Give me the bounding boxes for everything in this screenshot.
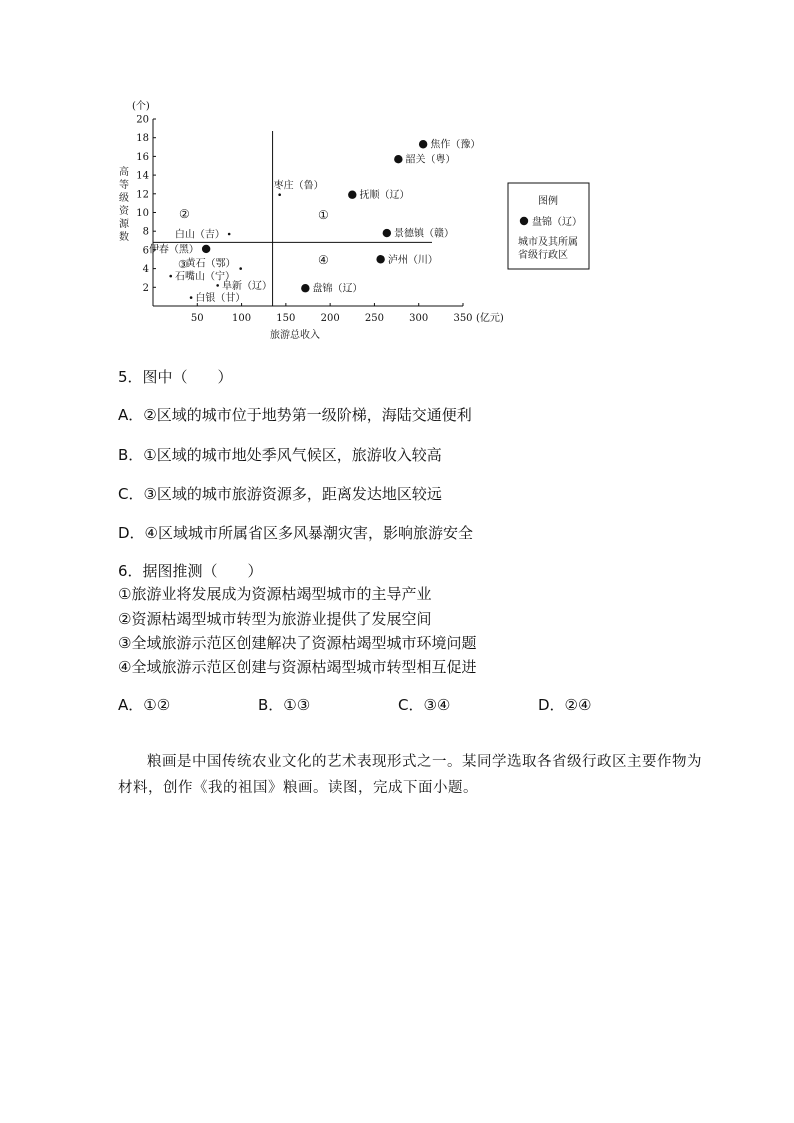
y-axis-title-char: 资 — [119, 206, 129, 217]
scatter-figure — [110, 95, 582, 355]
x-tick-label: 300 — [409, 313, 429, 324]
y-axis-title — [119, 165, 130, 243]
question-5-stem: 5．图中（ ） — [118, 368, 233, 386]
y-tick-label: 16 — [136, 151, 149, 163]
legend-desc-1: 城市及其所属 — [518, 237, 578, 248]
region-label-1: ① — [318, 208, 329, 222]
y-tick-label: 12 — [136, 189, 149, 201]
city-label: 泸州（川） — [387, 254, 438, 266]
y-tick-label: 6 — [142, 245, 149, 257]
city-label: 焦作（豫） — [430, 139, 481, 151]
city-point — [348, 191, 356, 199]
city-label: 韶关（粤） — [405, 154, 456, 166]
city-label: 景德镇（赣） — [394, 228, 455, 240]
city-point — [239, 267, 242, 270]
y-axis-title-char: 源 — [119, 219, 129, 230]
x-axis-title: 旅游总收入 — [270, 330, 320, 341]
y-tick-label: 2 — [142, 282, 149, 294]
legend-marker — [520, 217, 528, 225]
city-label: 白银（甘） — [195, 293, 246, 305]
question-5-option-d[interactable]: D．④区域城市所属省区多风暴潮灾害，影响旅游安全 — [118, 524, 473, 542]
city-label: 枣庄（鲁） — [273, 180, 324, 192]
region-label-2: ② — [179, 207, 190, 221]
question-6-option-a[interactable]: A．①② — [118, 696, 171, 714]
city-point — [376, 255, 384, 263]
x-tick-label: 100 — [232, 313, 252, 324]
legend-title: 图例 — [538, 196, 558, 207]
x-tick-label: 350 — [453, 313, 473, 324]
city-point — [190, 296, 193, 299]
question-6-stem: 6．据图推测（ ） — [118, 562, 263, 580]
y-axis-title-char: 高 — [119, 167, 129, 178]
city-point — [394, 155, 402, 163]
x-tick-label: 50 — [190, 313, 204, 324]
city-point — [419, 140, 427, 148]
city-point — [383, 229, 391, 237]
city-label: 白山（吉） — [174, 229, 225, 241]
x-tick-label: 250 — [364, 313, 384, 324]
grain-painting-passage: 粮画是中国传统农业文化的艺术表现形式之一。某同学选取各省级行政区主要作物为材料，创作《我的祖国》粮画。读图，完成下面小题。 — [118, 754, 702, 796]
city-label: 黄石（鄂） — [185, 258, 236, 270]
data-points — [149, 138, 480, 304]
y-axis-title-char: 数 — [119, 232, 129, 243]
city-label: 石嘴山（宁） — [175, 271, 236, 283]
x-unit-label: (亿元) — [476, 313, 504, 324]
legend-desc-2: 省级行政区 — [518, 250, 568, 261]
city-point — [228, 233, 231, 236]
y-tick-label: 8 — [142, 226, 149, 238]
city-label: 伊春（黑） — [148, 244, 199, 256]
question-6-statement-2: ②资源枯竭型城市转型为旅游业提供了发展空间 — [118, 610, 432, 628]
city-point — [202, 245, 210, 253]
question-6-statement-3: ③全域旅游示范区创建解决了资源枯竭型城市环境问题 — [118, 634, 477, 652]
region-label-4: ④ — [318, 253, 329, 267]
y-tick-label: 10 — [136, 208, 149, 219]
y-unit-label: (个) — [132, 101, 150, 112]
question-6-statement-1: ①旅游业将发展成为资源枯竭型城市的主导产业 — [118, 585, 432, 603]
question-5-option-c[interactable]: C．③区域的城市旅游资源多，距离发达地区较远 — [118, 485, 442, 503]
city-point — [301, 284, 309, 292]
city-point — [278, 193, 281, 196]
question-6-option-b[interactable]: B．①③ — [258, 696, 311, 714]
x-tick-label: 150 — [276, 313, 296, 324]
legend — [508, 183, 589, 269]
y-tick-label: 14 — [136, 170, 149, 182]
city-label: 盘锦（辽） — [312, 283, 363, 295]
city-label: 阜新（辽） — [221, 280, 272, 292]
legend-sample: 盘锦（辽） — [532, 217, 582, 228]
question-5-option-b[interactable]: B．①区域的城市地处季风气候区，旅游收入较高 — [118, 446, 442, 464]
question-5-option-a[interactable]: A．②区域的城市位于地势第一级阶梯，海陆交通便利 — [118, 406, 472, 424]
y-tick-label: 4 — [142, 264, 149, 276]
city-label: 抚顺（辽） — [359, 190, 410, 202]
x-tick-label: 200 — [320, 313, 340, 324]
y-axis-title-char: 级 — [119, 193, 129, 204]
y-axis-title-char: 等 — [119, 180, 129, 191]
y-tick-label: 18 — [136, 133, 149, 145]
question-6-option-d[interactable]: D．②④ — [538, 696, 592, 714]
city-point — [216, 284, 219, 287]
city-point — [169, 275, 172, 278]
region-label-3: ③ — [178, 258, 188, 271]
question-6-option-c[interactable]: C．③④ — [398, 696, 451, 714]
question-6-statement-4: ④全域旅游示范区创建与资源枯竭型城市转型相互促进 — [118, 658, 477, 676]
y-tick-label: 20 — [136, 114, 149, 126]
